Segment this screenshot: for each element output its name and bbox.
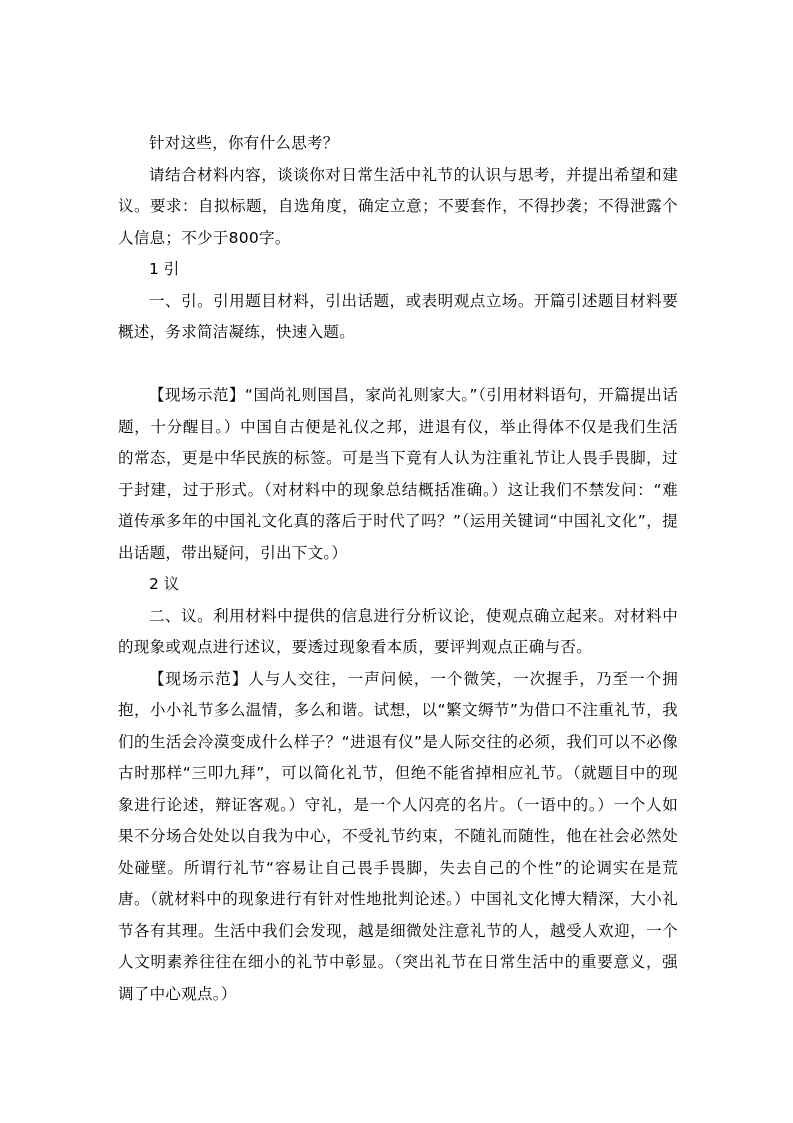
yi-description-paragraph: 二、议。利用材料中提供的信息进行分析议论，使观点确立起来。对材料中的现象或观点进行述议，要透过现象看本质，要评判观点正确与否。 [118, 606, 678, 656]
yin-example-paragraph: 【现场示范】“国尚礼则国昌，家尚礼则家大。”（引用材料语句，开篇提出话题，十分醒目。）中国自古便是礼仪之邦，进退有仪，举止得体不仅是我们生活的常态，更是中华民族的标签。可是当下竟有人认为注重礼节让人畏手畏脚，过于封建，过于形式。（对材料中的现象总结概括准确。）这让我们不禁发问：“难道传承多年的中国礼文化真的落后于时代了吗？”（运用关键词“中国礼文化”，提出话题，带出疑问，引出下文。） [118, 386, 678, 562]
question-paragraph: 针对这些，你有什么思考？ [149, 134, 339, 152]
blank-line [118, 349, 678, 381]
section-heading-yin: 1 引 [149, 260, 180, 278]
yin-description-paragraph: 一、引。引用题目材料，引出话题，或表明观点立场。开篇引述题目材料要概述，务求简洁凝练，快速入题。 [118, 291, 678, 341]
yi-example-paragraph: 【现场示范】人与人交往，一声问候，一个微笑，一次握手，乃至一个拥抱，小小礼节多么温情，多么和谐。试想，以“繁文缛节”为借口不注重礼节，我们的生活会冷漠变成什么样子？“进退有仪”是人际交往的必须，我们可以不必像古时那样“三叩九拜”，可以简化礼节，但绝不能省掉相应礼节。（就题目中的现象进行论述，辩证客观。）守礼，是一个人闪亮的名片。（一语中的。）一个人如果不分场合处处以自我为中心，不受礼节约束，不随礼而随性，他在社会必然处处碰壁。所谓行礼节“容易让自己畏手畏脚，失去自己的个性”的论调实在是荒唐。（就材料中的现象进行有针对性地批判论述。）中国礼文化博大精深，大小礼节各有其理。生活中我们会发现，越是细微处注意礼节的人，越受人欢迎，一个人文明素养往往在细小的礼节中彰显。（突出礼节在日常生活中的重要意义，强调了中心观点。） [118, 669, 678, 1003]
prompt-paragraph: 请结合材料内容，谈谈你对日常生活中礼节的认识与思考，并提出希望和建议。要求：自拟标题，自选角度，确定立意；不要套作，不得抄袭；不得泄露个人信息；不少于800字。 [118, 165, 678, 247]
section-heading-yi: 2 议 [149, 575, 180, 593]
document-body [118, 128, 678, 1010]
